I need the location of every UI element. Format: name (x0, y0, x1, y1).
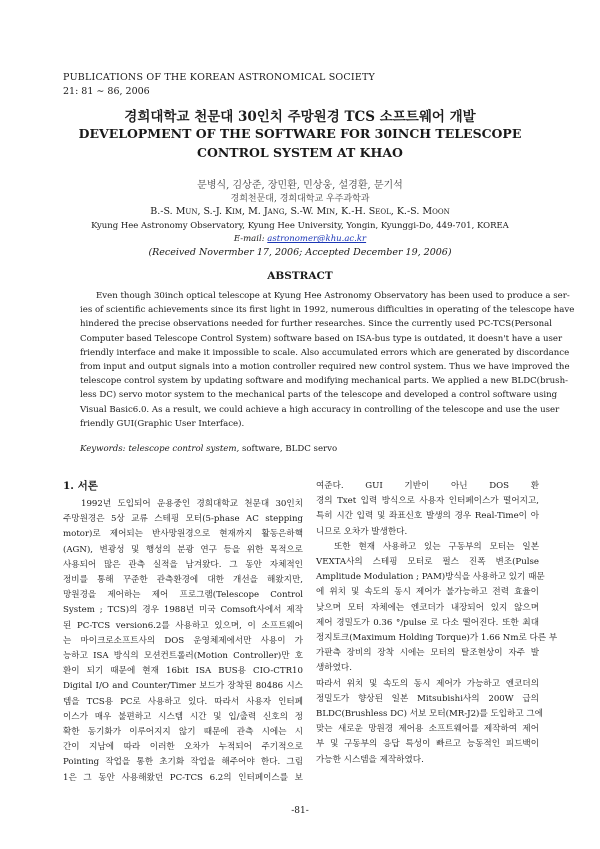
text-line: 부 및 구동부의 응답 특성이 빠르고 능동적인 피드백이 (316, 739, 539, 750)
text-line: from input and output signals into a motion controller required new control system. Thus we have improved the (80, 362, 570, 373)
journal-name-part: STRONOMICAL (245, 72, 326, 83)
abstract-heading: ABSTRACT (267, 270, 333, 282)
text-line: 특히 시간 입력 및 좌표신호 발생의 경우 Real-Time이 아 (316, 511, 539, 522)
text-line: 이스가 매우 불편하고 시스템 시간 및 입/출력 신호의 정 (63, 711, 303, 722)
text-line: Computer based Telescope Control System) software based on ISA-bus type is outdated, it doesn't have a user (80, 333, 563, 344)
text-line: Visual Basic6.0. As a result, we could achieve a high accuracy in controlling of the telescope and use the user (80, 404, 560, 415)
text-line: less DC) servo motor system to the mechanical parts of the telescope and developed a control software using (80, 390, 558, 401)
text-line: 는 마이크로소프트사의 DOS 운영체제에서만 사용이 가 (63, 635, 303, 646)
body-column-left (63, 497, 303, 786)
affiliation-english: Kyung Hee Astronomy Observatory, Kyung Hee University, Yongin, Kyunggi-Do, 449-701, KOREA (91, 221, 509, 231)
text-line: 1992년 도입되어 운용중인 경희대학교 천문대 30인치 (81, 499, 303, 509)
text-line: 환이 되기 때문에 현재 16bit ISA BUS용 CIO-CTR10 (63, 666, 303, 677)
authors-korean: 문병식, 김상준, 장민환, 민상웅, 설경환, 문기석 (197, 180, 403, 191)
text-line: friendly GUI(Graphic User Interface). (80, 418, 245, 429)
text-line: ies of scientific achievements since its first light in 1992, numerous difficulties in operating of the telescope have (80, 305, 575, 316)
text-line: 니므로 오차가 발생한다. (316, 526, 408, 537)
text-line: 사용되어 많은 관측 실적을 남겨왔다. 그 동안 자체적인 (63, 559, 303, 570)
body-column-right (316, 479, 558, 768)
abstract-body (80, 289, 575, 431)
keywords-rest: software, BLDC servo (241, 444, 338, 454)
text-line: 템을 TCS용 PC로 사용하고 있다. 따라서 사용자 인터페 (63, 696, 303, 707)
text-line: hindered the precise observations needed for further researches. Since the currently used PC-TCS(Personal (80, 319, 553, 330)
received-dates: (Received Novermber 17, 2006; Accepted December 19, 2006) (148, 247, 452, 258)
text-line: 된 PC-TCS version6.2를 사용하고 있으며, 이 소프트웨어 (63, 620, 303, 631)
text-line: 정밀도가 향상된 일본 Mitsubishi사의 200W 급의 (316, 693, 539, 704)
text-line: 따라서 위치 및 속도의 동시 제어가 가능하고 엔코더의 (316, 678, 539, 689)
text-line: VEXTA사의 스테핑 모터로 펄스 진폭 변조(Pulse (316, 557, 539, 568)
email-label: E-mail: (233, 234, 265, 244)
journal-name-part: A (238, 72, 246, 83)
text-line: 가판측 장비의 장착 시에는 모터의 탈조현상이 자주 발 (316, 648, 539, 659)
text-line: BLDC(Brushless DC) 서보 모터(MR-J2)를 도입하고 그에 (316, 709, 543, 720)
journal-name-part: UBLICATIONS (69, 72, 144, 83)
title-english: DEVELOPMENT OF THE SOFTWARE FOR 30INCH TELESCOPE CONTROL SYSTEM AT KHAO (78, 126, 522, 160)
text-line: Pointing 작업을 통한 초기화 작업을 해주어야 한다. 그림 (63, 757, 303, 768)
text-line: 망원경을 제어하는 제어 프로그램(Telescope Control (63, 590, 303, 601)
text-line: 가능한 시스템을 제작하였다. (316, 754, 424, 765)
journal-name-part: S (328, 72, 336, 83)
journal-name (63, 72, 375, 83)
text-line: 낮으며 모터 자체에는 엔코더가 내장되어 있지 않으며 (316, 602, 539, 613)
text-line: 경의 Txet 입력 방식으로 사용자 인터페이스가 떨어지고, (316, 496, 539, 507)
text-line: 제어 경밀도가 0.36 °/pulse 로 다소 떨어진다. 또한 최대 (316, 617, 539, 628)
text-line: 맞는 새로운 망원경 제어용 소프트웨어를 제작하여 제어 (316, 724, 539, 735)
journal-name-part: P (63, 72, 70, 83)
text-line: 생하였다. (316, 663, 352, 674)
journal-name-part: K (189, 72, 198, 83)
text-line: 능하고 ISA 방식의 모션컨트롤러(Motion Controller)만 호 (63, 651, 303, 662)
text-line: 확한 동기화가 이루어지지 않기 때문에 관측 시에는 시 (63, 727, 303, 738)
text-line: Amplitude Modulation ; PAM)방식을 사용하고 있기 때문 (316, 572, 545, 583)
text-line: friendly interface and make it impossible to scale. Also accumulated errors which are generated by discordance (80, 347, 570, 358)
journal-name-part: OCIETY (335, 72, 375, 83)
authors-english: B.-S. Mun, S.-J. Kim, M. Jang, S.-W. Min, K.-H. Seol, K.-S. Moon (150, 206, 450, 217)
page-number: -81- (291, 806, 309, 816)
text-line: 주망원경은 5상 교류 스테핑 모터(5-phase AC stepping (63, 514, 303, 525)
section-heading-introduction: 1. 서론 (63, 480, 98, 492)
text-line: 여준다. GUI 기반이 아닌 DOS 환 (316, 481, 539, 491)
text-line: Digital I/O and Counter/Timer 보드가 장착된 80486 시스 (63, 681, 303, 692)
journal-name-part: OF THE (146, 72, 187, 83)
text-line: 에 위치 및 속도의 동시 제어가 불가능하고 전력 효율이 (316, 587, 539, 598)
email-link[interactable]: astronomer@khu.ac.kr (267, 234, 367, 244)
text-line: System ; TCS)의 경우 1988년 미국 Comsoft사에서 제작 (63, 605, 303, 616)
text-line: telescope control system by updating software and modifying mechanical parts. We applied a new BLDC(brush- (80, 376, 569, 387)
text-line: 또한 현재 사용하고 있는 구동부의 모터는 일본 (334, 541, 539, 552)
text-line: 간이 지남에 따라 이러한 오차가 누적되어 주기적으로 (63, 742, 303, 753)
text-line: 1은 그 동안 사용해왔던 PC-TCS 6.2의 인터페이스를 보 (63, 772, 303, 783)
text-line: motor)로 제어되는 반사망원경으로 현재까지 활동은하핵 (63, 529, 303, 540)
keywords-label: Keywords: (80, 444, 126, 454)
journal-name-part: OREAN (197, 72, 236, 83)
volume-info: 21: 81 ∼ 86, 2006 (63, 86, 150, 97)
keywords-line (80, 444, 337, 454)
text-line: 정지토크(Maximum Holding Torque)가 1.66 Nm로 다른 부 (316, 633, 558, 644)
title-korean: 경희대학교 천문대 30인치 주망원경 TCS 소프트웨어 개발 (124, 109, 476, 125)
email-line (0, 234, 600, 244)
text-line: Even though 30inch optical telescope at Kyung Hee Astronomy Observatory has been used to produce a ser- (96, 291, 570, 301)
text-line: (AGN), 변광성 및 행성의 분광 연구 등을 위한 목적으로 (63, 544, 303, 555)
text-line: 정비를 통해 꾸준한 관측환경에 대한 개선을 해왔지만, (63, 575, 303, 586)
keywords-italic: telescope control system, (128, 444, 240, 454)
affiliation-korean: 경희천문대, 경희대학교 우주과학과 (230, 194, 370, 204)
